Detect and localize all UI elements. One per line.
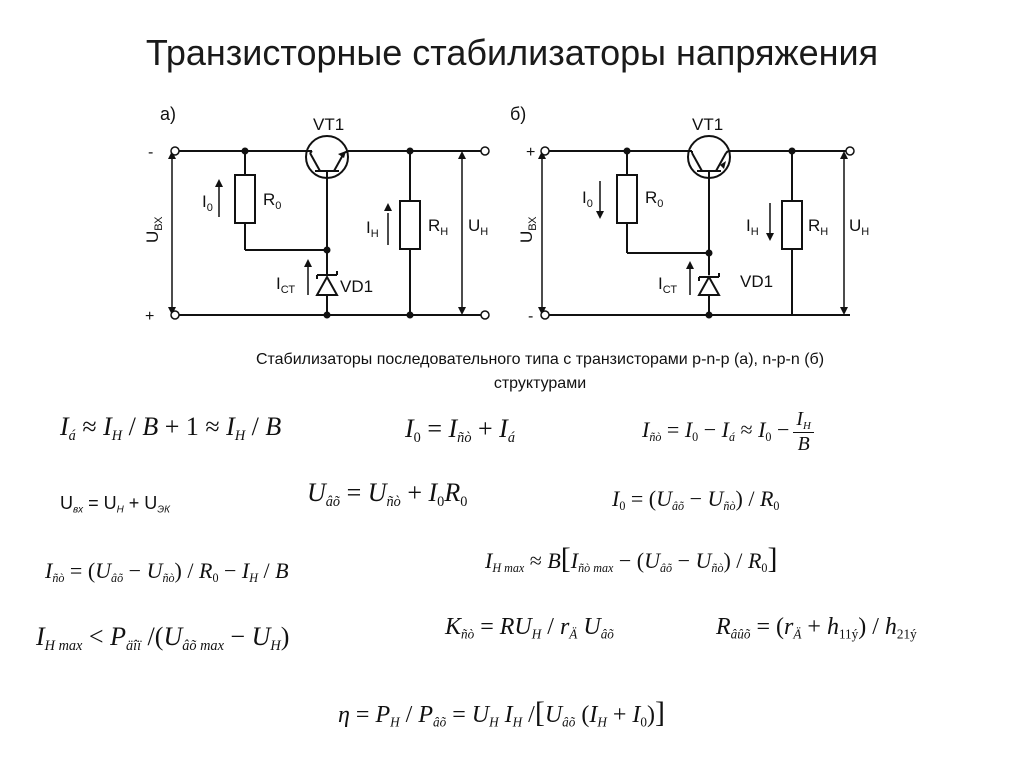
minus-terminal-label: -: [148, 144, 154, 161]
caption-line-2: структурами: [493, 375, 587, 392]
vd1-label: VD1: [340, 277, 374, 296]
in-label: $I_Н$: [366, 218, 379, 240]
formula-2: $I_0 = I_{ñò} + I_á$: [405, 414, 515, 446]
formula-4: $U_{вх} = U_Н + U_{ЭК}$: [60, 493, 170, 516]
input-voltage-label: $U_{ВХ}$: [517, 216, 539, 243]
circuit-b: [500, 95, 880, 340]
plus-terminal-label: +: [145, 308, 155, 325]
formula-1: $I_á \approx I_H / B + 1 \approx I_H / B$: [60, 412, 282, 444]
transistor-label: VT1: [692, 115, 724, 134]
rn-label: $R_Н$: [808, 216, 829, 238]
caption-line-1: Стабилизаторы последовательного типа с транзисторами p-n-p (а), n-p-n (б): [255, 351, 825, 368]
plus-terminal-label: +: [526, 144, 536, 161]
in-label: $I_Н$: [746, 216, 759, 238]
formula-5: $U_{âõ} = U_{ñò} + I_0R_0$: [307, 478, 468, 510]
r0-label: $R_0$: [263, 190, 282, 212]
circuit-a: [130, 95, 500, 340]
formula-8: $I_{H max} \approx B[I_{ñò max} - (U_{âõ} - U_{ñò}) / R_0]$: [485, 542, 778, 576]
circuit-a-label: а): [160, 104, 177, 124]
un-label: $U_Н$: [468, 216, 489, 238]
circuit-b-label: б): [510, 104, 527, 124]
formula-10: $K_{ñò} = RU_H / r_Ä$ $U_{âõ}$: [445, 614, 614, 642]
formula-6: $I_0 = (U_{âõ} - U_{ñò}) / R_0$: [612, 486, 780, 514]
slide-title: Транзисторные стабилизаторы напряжения: [145, 32, 879, 73]
formula-7: $I_{ñò} = (U_{âõ} - U_{ñò}) / R_0 - I_H / B$: [45, 558, 289, 586]
formula-11: $R_{âûõ} = (r_Ä + h_{11ý}) / h_{21ý}$: [716, 614, 917, 642]
figure-caption: [180, 348, 900, 396]
un-label: $U_Н$: [849, 216, 870, 238]
ist-label: $I_{СТ}$: [276, 274, 296, 296]
input-voltage-label: $U_{ВХ}$: [143, 216, 165, 243]
formula-9: $I_{H max} < P_{äîï}$ $/(U_{âõ max} - U_H)$: [36, 622, 290, 654]
formula-3: $I_{ñò} = I_0 - I_á \approx I_0$ − $\frac{I_H}{B}$: [642, 408, 814, 456]
formula-12: $\eta = P_H / P_{âõ} = U_H$ $I_H$ $/[U_{âõ}$ $(I_H + I_0)$]: [338, 696, 666, 730]
r0-label: $R_0$: [645, 188, 664, 210]
ist-label: $I_{СТ}$: [658, 274, 678, 296]
vd1-label: VD1: [740, 272, 774, 291]
minus-terminal-label: -: [528, 308, 534, 325]
rn-label: $R_Н$: [428, 216, 449, 238]
i0-label: $I_0$: [582, 188, 593, 210]
transistor-label: VT1: [313, 115, 345, 134]
i0-label: $I_0$: [202, 192, 213, 214]
